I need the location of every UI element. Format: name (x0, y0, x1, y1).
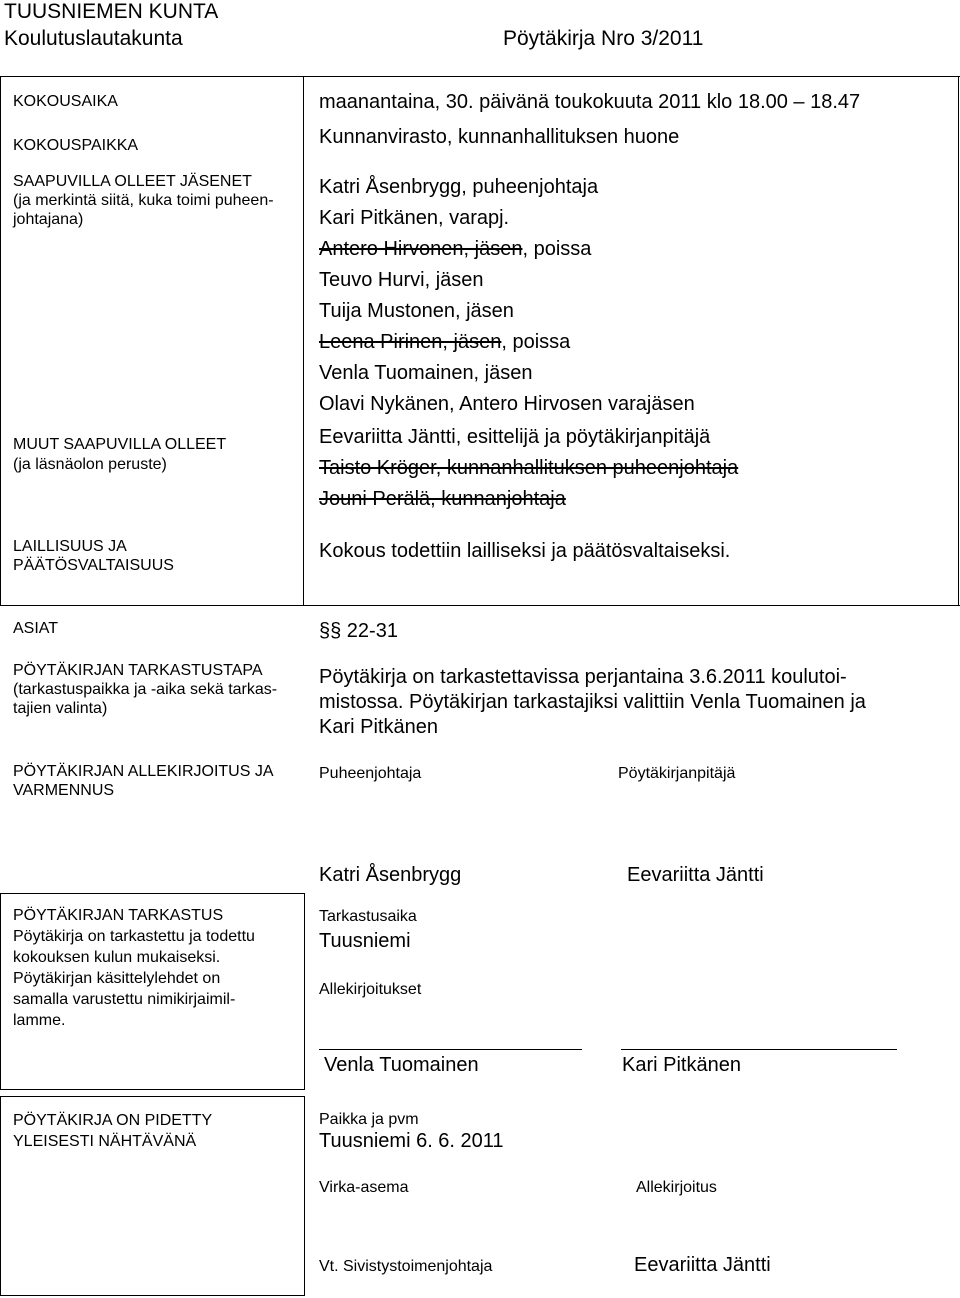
board-name: Koulutuslautakunta (4, 27, 183, 50)
secretary-name: Eevariitta Jäntti (627, 864, 764, 886)
public-label-line1: PÖYTÄKIRJA ON PIDETTY (13, 1112, 213, 1129)
signing-label-line1: PÖYTÄKIRJAN ALLEKIRJOITUS JA (13, 763, 274, 780)
signature-label: Allekirjoitus (636, 1179, 717, 1196)
review-method-label-line2: (tarkastuspaikka ja -aika sekä tarkas- (13, 681, 278, 698)
review-left-border (0, 893, 1, 1089)
table-top-border (0, 76, 960, 77)
signer-2-name: Kari Pitkänen (622, 1054, 741, 1076)
review-method-value-line2: mistossa. Pöytäkirjan tarkastajiksi valittiin Venla Tuomainen ja (319, 691, 866, 713)
public-label-line2: YLEISESTI NÄHTÄVÄNÄ (13, 1133, 197, 1150)
place-date-label: Paikka ja pvm (319, 1111, 419, 1128)
position-label: Virka-asema (319, 1179, 409, 1196)
legality-label-line2: PÄÄTÖSVALTAISUUS (13, 557, 174, 574)
review-method-label-line1: PÖYTÄKIRJAN TARKASTUSTAPA (13, 662, 263, 679)
signature-value: Eevariitta Jäntti (634, 1254, 771, 1276)
review-method-label-line3: tajien valinta) (13, 700, 108, 717)
review-label-line3: Pöytäkirjan käsittelylehdet on (13, 970, 221, 987)
meeting-time-value: maanantaina, 30. päivänä toukokuuta 2011 klo 18.00 – 18.47 (319, 91, 861, 113)
legality-value: Kokous todettiin lailliseksi ja päätösvaltaiseksi. (319, 540, 731, 562)
member-row: Antero Hirvonen, jäsen, poissa (319, 238, 592, 260)
member-row: Katri Åsenbrygg, puheenjohtaja (319, 176, 599, 198)
position-value: Vt. Sivistystoimenjohtaja (319, 1258, 493, 1275)
signing-label-line2: VARMENNUS (13, 782, 115, 799)
others-label-line1: MUUT SAAPUVILLA OLLEET (13, 436, 227, 453)
table-bottom-border (0, 605, 960, 606)
public-right-border (304, 1096, 305, 1296)
signer-1-name: Venla Tuomainen (324, 1054, 479, 1076)
secretary-title: Pöytäkirjanpitäjä (618, 765, 736, 782)
review-label-title: PÖYTÄKIRJAN TARKASTUS (13, 907, 224, 924)
table-left-border (0, 76, 1, 606)
matters-label: ASIAT (13, 620, 59, 637)
table-right-border (958, 76, 959, 606)
review-time-value: Tuusniemi (319, 930, 411, 952)
meeting-place-value: Kunnanvirasto, kunnanhallituksen huone (319, 126, 680, 148)
review-label-line4: samalla varustettu nimikirjaimil- (13, 991, 236, 1008)
member-row: Venla Tuomainen, jäsen (319, 362, 533, 384)
member-row: Olavi Nykänen, Antero Hirvosen varajäsen (319, 393, 695, 415)
review-bottom-border (0, 1089, 305, 1090)
signatures-label: Allekirjoitukset (319, 981, 422, 998)
review-label-line2: kokouksen kulun mukaiseksi. (13, 949, 221, 966)
chair-name: Katri Åsenbrygg (319, 864, 462, 886)
document-title: Pöytäkirja Nro 3/2011 (503, 27, 704, 50)
municipality-name: TUUSNIEMEN KUNTA (4, 0, 219, 23)
meeting-place-label: KOKOUSPAIKKA (13, 137, 139, 154)
member-row: Leena Pirinen, jäsen, poissa (319, 331, 571, 353)
member-row: Teuvo Hurvi, jäsen (319, 269, 484, 291)
review-time-label: Tarkastusaika (319, 908, 417, 925)
member-row: Tuija Mustonen, jäsen (319, 300, 514, 322)
legality-label-line1: LAILLISUUS JA (13, 538, 127, 555)
others-label-line2: (ja läsnäolon peruste) (13, 456, 167, 473)
members-label-line3: johtajana) (13, 211, 84, 228)
members-label-line2: (ja merkintä siitä, kuka toimi puheen- (13, 192, 274, 209)
signature-line-1 (319, 1049, 582, 1050)
members-label-line1: SAAPUVILLA OLLEET JÄSENET (13, 173, 252, 190)
place-date-value: Tuusniemi 6. 6. 2011 (319, 1130, 504, 1152)
review-label-line1: Pöytäkirja on tarkastettu ja todettu (13, 928, 255, 945)
review-right-border (304, 893, 305, 1089)
signature-line-2 (621, 1049, 897, 1050)
other-attendee-row: Taisto Kröger, kunnanhallituksen puheenjohtaja (319, 457, 739, 479)
public-bottom-border (0, 1295, 305, 1296)
other-attendee-row: Eevariitta Jäntti, esittelijä ja pöytäkirjanpitäjä (319, 426, 711, 448)
public-top-border (0, 1096, 305, 1097)
other-attendee-row: Jouni Perälä, kunnanjohtaja (319, 488, 566, 510)
table-column-divider (303, 76, 304, 606)
matters-value: §§ 22-31 (319, 620, 398, 642)
public-left-border (0, 1096, 1, 1296)
review-method-value-line3: Kari Pitkänen (319, 716, 438, 738)
chair-title: Puheenjohtaja (319, 765, 422, 782)
review-method-value-line1: Pöytäkirja on tarkastettavissa perjantaina 3.6.2011 koulutoi- (319, 666, 847, 688)
member-row: Kari Pitkänen, varapj. (319, 207, 510, 229)
meeting-time-label: KOKOUSAIKA (13, 93, 118, 110)
review-top-border (0, 893, 305, 894)
review-label-line5: lamme. (13, 1012, 66, 1029)
